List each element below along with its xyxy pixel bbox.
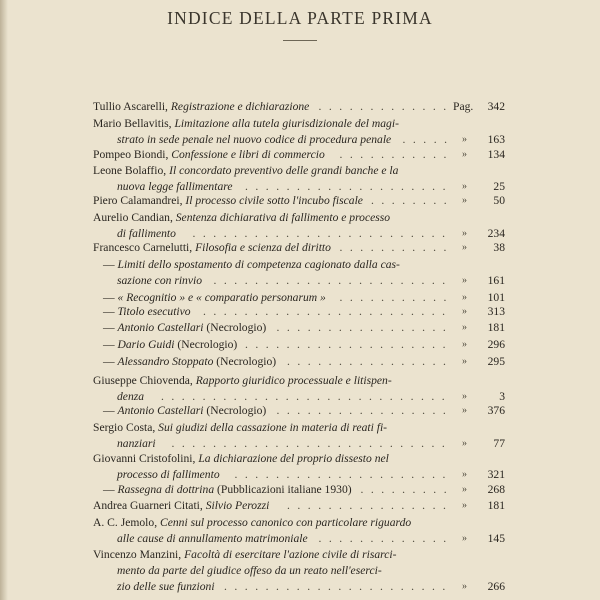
ditto-mark: » <box>462 438 467 450</box>
ditto-mark: » <box>462 242 467 253</box>
index-entry-line <box>93 374 392 388</box>
entry-title: La dichiarazione del proprio dissesto nel <box>198 452 389 465</box>
entry-note: (Necrologio) <box>213 355 277 368</box>
dot-leader: ................ <box>287 355 454 368</box>
entry-title: Limiti dello spostamento di competenza cagionato dalla cas- <box>117 258 400 271</box>
entry-title: Titolo esecutivo <box>117 305 191 318</box>
dot-leader: ....................... <box>213 274 453 288</box>
entry-author: Giuseppe Chiovenda, <box>93 374 196 387</box>
page-number: 181 <box>487 499 505 512</box>
ditto-mark: » <box>462 405 467 416</box>
entry-title: nuova legge fallimentare <box>117 180 233 194</box>
index-entry-line <box>103 404 266 418</box>
entry-title: Sui giudizi della cassazione in materia di reati fi- <box>158 421 388 434</box>
index-entry-line <box>103 483 352 497</box>
entry-title: Registrazione e dichiarazione <box>170 100 310 113</box>
entry-author: Leone Bolaffio, <box>93 164 170 177</box>
dot-leader: ........... <box>339 241 454 254</box>
dot-leader: ................. <box>276 404 454 417</box>
index-entry-line <box>117 227 176 241</box>
index-entry-line <box>93 100 309 114</box>
index-entry-line <box>103 258 400 272</box>
entry-note: (Necrologio) <box>203 404 267 417</box>
ditto-mark: » <box>462 292 467 303</box>
page-number: 181 <box>487 321 505 334</box>
index-entry-line <box>103 305 191 319</box>
index-entry-line <box>93 452 389 466</box>
page-number: 77 <box>493 437 505 451</box>
index-entry-line <box>93 211 390 225</box>
index-entry-line <box>93 516 411 530</box>
page-number: 313 <box>487 305 505 318</box>
page-number: 266 <box>487 580 505 594</box>
index-entry-line <box>93 117 399 131</box>
page-number: 161 <box>487 274 505 288</box>
entry-title: Silvio Perozzi <box>205 499 270 512</box>
page-number: 101 <box>487 291 505 304</box>
entry-author: Sergio Costa, <box>93 421 159 434</box>
entry-author: Pompeo Biondi, <box>93 148 172 161</box>
index-entry-line <box>93 421 387 435</box>
ditto-mark: » <box>462 484 467 495</box>
index-entry-line <box>103 355 276 369</box>
entry-note: (Necrologio) <box>203 321 267 334</box>
entry-title: Il concordato preventivo delle grandi banche e la <box>169 164 399 177</box>
dot-leader: .................... <box>245 180 453 194</box>
index-entry-line <box>117 390 144 404</box>
page-number: 50 <box>493 194 505 207</box>
index-entry-line <box>117 580 215 594</box>
entry-title: sazione con rinvio <box>117 274 203 288</box>
entry-title: zio delle sue funzioni <box>117 580 215 594</box>
ditto-mark: » <box>462 469 467 481</box>
entry-title: processo di fallimento <box>117 468 220 482</box>
ditto-mark: » <box>462 533 467 545</box>
entry-author: — <box>103 321 118 334</box>
page-title: INDICE DELLA PARTE PRIMA <box>167 8 433 28</box>
index-entry-line <box>117 564 382 578</box>
entry-author: — <box>103 291 118 304</box>
entry-title: Rassegna di dottrina <box>117 483 215 496</box>
index-entry-line <box>117 133 391 147</box>
entry-note: (Pubblicazioni italiane 1930) <box>214 483 352 496</box>
ditto-mark: » <box>462 391 467 403</box>
ditto-mark: » <box>462 581 467 593</box>
dot-leader: ...................... <box>224 580 453 594</box>
ditto-mark: » <box>462 275 467 287</box>
entry-author: Andrea Guarneri Citati, <box>93 499 206 512</box>
ditto-mark: » <box>462 306 467 317</box>
entry-title: Alessandro Stoppato <box>117 355 214 368</box>
dot-leader: ........... <box>339 148 454 161</box>
entry-title: Rapporto giuridico processuale e litispen- <box>195 374 392 387</box>
dot-leader: .................... <box>245 338 453 351</box>
ditto-mark: » <box>462 356 467 367</box>
ditto-mark: » <box>462 228 467 240</box>
ditto-mark: » <box>462 181 467 193</box>
entry-title: Filosofia e scienza del diritto <box>195 241 331 254</box>
entry-title: nanziari <box>117 437 156 451</box>
entry-title: alle cause di annullamento matrimoniale <box>117 532 308 546</box>
entry-author: Giovanni Cristofolini, <box>93 452 199 465</box>
index-entry-line <box>103 321 266 335</box>
entry-author: — <box>103 305 118 318</box>
page-number: 134 <box>487 148 505 161</box>
index-entry-line <box>103 338 237 352</box>
dot-leader: ......... <box>360 483 455 496</box>
dot-leader: ..................... <box>234 468 453 482</box>
entry-author: Piero Calamandrei, <box>93 194 186 207</box>
entry-author: — <box>103 404 118 417</box>
ditto-mark: » <box>462 339 467 350</box>
entry-title: Facoltà di esercitare l'azione civile di risarci- <box>184 548 397 561</box>
page-number: 268 <box>487 483 505 496</box>
index-entry-line <box>117 532 308 546</box>
entry-note: (Necrologio) <box>174 338 238 351</box>
index-entry-line <box>103 291 326 305</box>
index-entry-line <box>93 499 269 513</box>
index-entry-line <box>93 148 325 162</box>
dot-leader: ................ <box>287 499 454 512</box>
page-number: 376 <box>487 404 505 417</box>
index-entry-line <box>117 274 202 288</box>
entry-title: « Recognitio » e « comparatio personarum » <box>117 291 326 304</box>
entry-title: Il processo civile sotto l'incubo fiscale <box>185 194 363 207</box>
dot-leader: ................. <box>276 321 454 334</box>
page-number: 342 <box>487 100 505 113</box>
ditto-mark: » <box>462 149 467 160</box>
dot-leader: ............. <box>318 532 454 546</box>
entry-author: — <box>103 338 118 351</box>
entry-title: Confessione e libri di commercio <box>171 148 325 161</box>
page-prefix: Pag. <box>453 100 474 113</box>
entry-title: Antonio Castellari <box>117 321 204 334</box>
page-number: 296 <box>487 338 505 351</box>
index-entry-line <box>117 180 232 194</box>
entry-title: Sentenza dichiarativa di fallimento e processo <box>175 211 391 224</box>
page-number: 25 <box>493 180 505 194</box>
dot-leader: ..... <box>402 133 455 147</box>
entry-title: mento da parte del giudice offeso da un reato nell'eserci- <box>117 564 382 578</box>
entry-author: Francesco Carnelutti, <box>93 241 196 254</box>
entry-title: denza <box>117 390 145 404</box>
index-entry-line <box>93 548 396 562</box>
entry-author: — <box>103 258 118 271</box>
ditto-mark: » <box>462 500 467 511</box>
index-entry-line <box>117 437 156 451</box>
dot-leader: ........................ <box>203 305 453 318</box>
dot-leader: ........ <box>371 194 455 207</box>
index-entry-line <box>93 194 363 208</box>
entry-author: A. C. Jemolo, <box>93 516 160 529</box>
entry-author: — <box>103 355 118 368</box>
entry-title: Antonio Castellari <box>117 404 204 417</box>
dot-leader: ........................... <box>171 437 453 451</box>
entry-author: Vincenzo Manzini, <box>93 548 185 561</box>
page-number: 234 <box>487 227 505 241</box>
entry-title: Dario Guidi <box>117 338 175 351</box>
index-entry-line <box>93 241 331 255</box>
ditto-mark: » <box>462 195 467 206</box>
entry-title: di fallimento <box>117 227 176 241</box>
page-number: 145 <box>487 532 505 546</box>
dot-leader: ............................ <box>161 390 453 404</box>
ditto-mark: » <box>462 322 467 333</box>
entry-author: Aurelio Candian, <box>93 211 176 224</box>
entry-author: — <box>103 483 118 496</box>
entry-title: Cenni sul processo canonico con particolare riguardo <box>160 516 412 529</box>
index-entry-line <box>117 468 220 482</box>
page-number: 38 <box>493 241 505 254</box>
entry-author: Mario Bellavitis, <box>93 117 175 130</box>
ditto-mark: » <box>462 134 467 146</box>
dot-leader: ........... <box>339 291 454 304</box>
entry-title: strato in sede penale nel nuovo codice di procedura penale <box>117 133 392 147</box>
dot-leader: ............. <box>318 100 454 113</box>
page-number: 295 <box>487 355 505 368</box>
dot-leader: ......................... <box>192 227 453 241</box>
entry-title: Limitazione alla tutela giurisdizionale del magi- <box>174 117 399 130</box>
index-entry-line <box>93 164 398 178</box>
page-number: 321 <box>487 468 505 482</box>
entry-author: Tullio Ascarelli, <box>93 100 171 113</box>
page-number: 3 <box>499 390 505 404</box>
page-number: 163 <box>487 133 505 147</box>
